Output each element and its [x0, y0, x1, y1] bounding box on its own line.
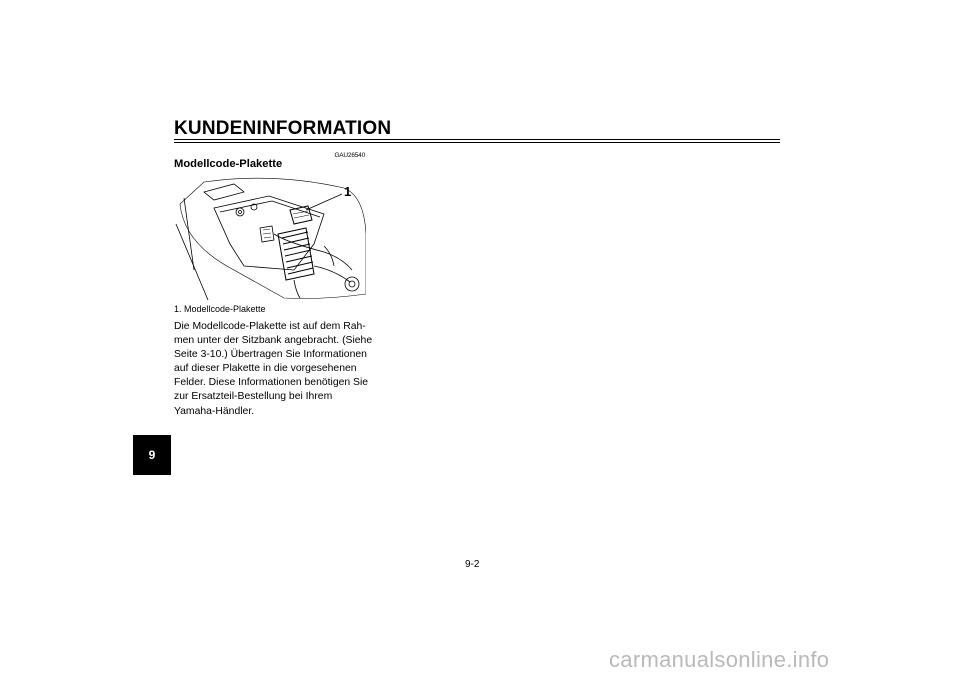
body-line: zur Ersatzteil-Bestellung bei Ihrem: [174, 391, 333, 403]
section-title: Modellcode-Plakette: [174, 158, 283, 170]
body-line: Yamaha-Händler.: [174, 405, 255, 417]
chapter-tab-number: 9: [148, 448, 156, 462]
body-line: Felder. Diese Informationen benötigen Sie: [174, 377, 369, 389]
body-line: Die Modellcode-Plakette ist auf dem Rah-: [174, 321, 366, 332]
body-line: men unter der Sitzbank angebracht. (Siehe: [174, 335, 373, 347]
page-number: 9-2: [465, 559, 480, 570]
figure-caption: 1. Modellcode-Plakette: [174, 304, 266, 314]
body-paragraph: [174, 320, 374, 419]
model-plate-illustration: [174, 174, 366, 300]
watermark-text: carmanualsonline.info: [609, 647, 830, 672]
header-rule: [174, 139, 780, 143]
body-line: Seite 3-10.) Übertragen Sie Informationen: [174, 349, 367, 361]
callout-number: 1: [344, 184, 352, 199]
body-line: auf dieser Plakette in die vorgesehenen: [174, 363, 357, 375]
page-header-title: KUNDENINFORMATION: [174, 118, 392, 139]
reference-code: GAU26540: [334, 152, 365, 159]
chapter-tab: [133, 435, 171, 475]
